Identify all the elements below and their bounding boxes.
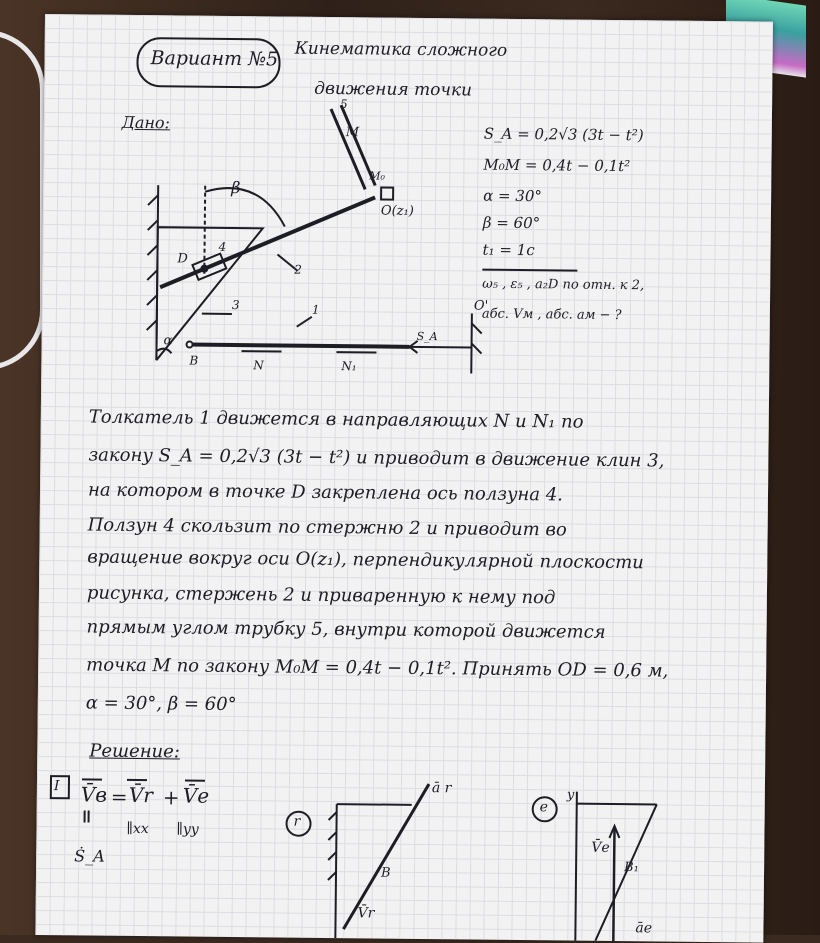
equals: = [111,785,128,809]
label-5: 5 [340,97,348,111]
vr-direction: ∥xx [126,821,148,837]
label-1: 1 [312,303,320,317]
y-axis-label: y [567,788,575,803]
label-n1: N₁ [341,359,356,373]
vb-value: Ṡ_A [74,846,105,865]
ar-label: ā r [432,780,452,796]
given-find-2: абс. Vм , абс. aм − ? [482,307,622,323]
statement-line-9: α = 30°, β = 60° [86,692,237,715]
statement-line-5: вращение вокруг оси O(z₁), перпендикулярной плоскости [87,546,644,573]
ve-term: V̄e [183,783,210,807]
statement-line-8: точка M по закону M₀M = 0,4t − 0,1t². Принять OD = 0,6 м, [86,654,668,681]
label-m: M [346,125,359,140]
ve-arrow [613,828,614,941]
given-beta: β = 60° [483,214,541,233]
step-number: I [54,778,60,794]
label-sa: S_A [417,330,438,343]
statement-line-6: рисунка, стержень 2 и приваренную к нему под [87,582,556,608]
given-sa: S_A = 0,2√3 (3t − t²) [484,125,644,145]
b1-label: B₁ [624,860,639,875]
label-beta: β [231,178,240,197]
plus: + [163,785,180,809]
given-alpha: α = 30° [483,187,542,206]
ve-direction: ∥yy [176,821,198,837]
page-title-line2: движения точки [314,79,472,101]
paper-sheet [35,14,773,943]
given-find-1: ω₅ , ε₅ , a₂D по отн. к 2, [482,277,644,294]
statement-line-4: Ползун 4 скользит по стержню 2 и приводит во [88,514,567,540]
circle-e-label: e [540,799,548,815]
label-b: B [189,354,198,368]
statement-line-3: на котором в точке D закреплена ось ползуна 4. [88,479,563,505]
label-n: N [253,358,264,372]
given-t1: t₁ = 1c [482,241,534,260]
given-label: Дано: [122,113,170,133]
vb-term: V̄в [81,782,107,806]
statement-line-1: Толкатель 1 движется в направляющих N и N₁ по [89,406,584,432]
variant-label: Вариант №5 [150,47,278,70]
page-title-line1: Кинематика сложного [295,39,508,61]
label-o-axis: O(z₁) [381,204,414,219]
label-o-prime: O' [474,299,488,314]
label-d: D [177,251,188,266]
ae-label: āe [635,920,652,936]
solution-label: Решение: [89,741,180,763]
vr-term: V̄r [129,783,153,807]
label-4: 4 [218,240,226,254]
cable [0,30,45,370]
vr-small-label: V̄r [358,905,375,921]
statement-line-2: закону S_A = 0,2√3 (3t − t²) и приводит в движение клин 3, [88,444,664,471]
given-mom: M₀M = 0,4t − 0,1t² [483,156,630,176]
ve-small-label: V̄e [591,840,610,856]
circle-r-label: r [293,814,300,830]
b-label: B [381,866,391,881]
label-2: 2 [294,263,302,277]
label-alpha: α [164,333,173,348]
statement-line-7: прямым углом трубку 5, внутри которой движется [86,616,605,642]
label-m0: M₀ [369,169,385,182]
label-3: 3 [232,298,240,312]
